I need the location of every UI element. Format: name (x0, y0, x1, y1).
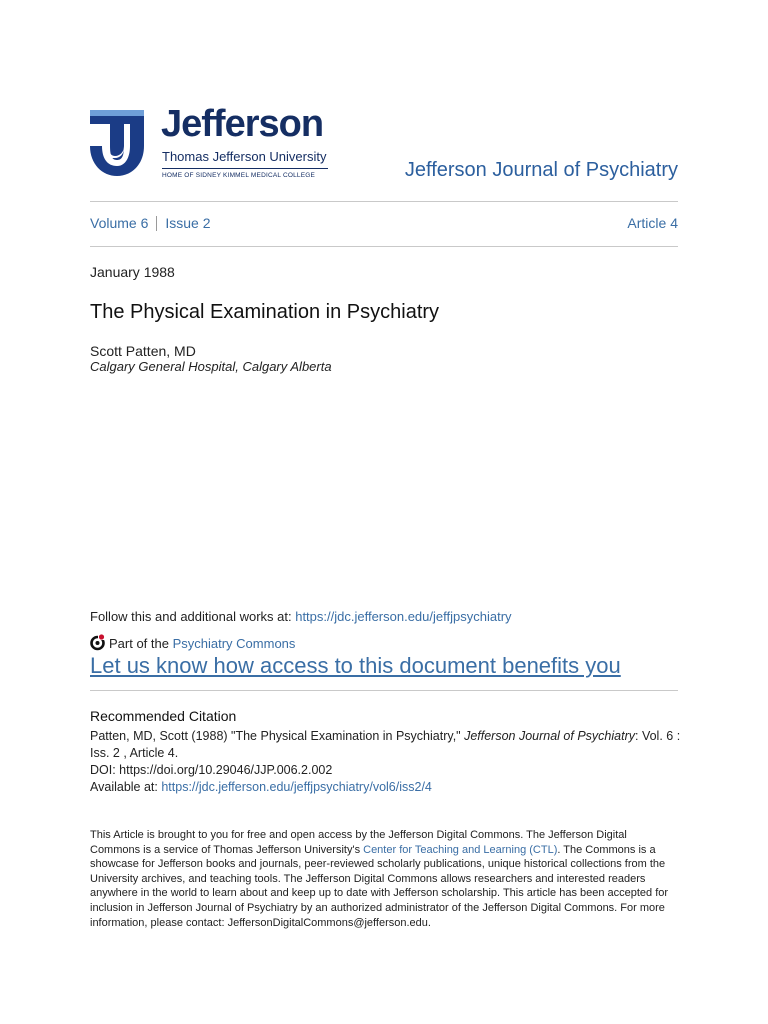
citation-volume: : Vol. 6 : (635, 729, 681, 743)
header (90, 103, 678, 188)
footer-notice (90, 828, 678, 930)
psychiatry-commons-link[interactable]: Psychiatry Commons (172, 636, 296, 651)
cover-page (90, 0, 681, 1024)
feedback-link[interactable]: Let us know how access to this document benefits you (90, 653, 621, 678)
citation-line-1 (90, 728, 681, 745)
footer-text-post: . The Commons is a showcase for Jefferson books and journals, peer-reviewed scholarly publications, unique historical collections from the University archives, and teaching tools. The Jefferson Digital Commons allows researchers and interested readers anywhere in the world to learn about and keep up to date with Jefferson scholarship. This article has been accepted for inclusion in Jefferson Journal of Psychiatry by an authorized administrator of the Jefferson Digital Commons. For more information, please contact: JeffersonDigitalCommons@jefferson.edu. (90, 843, 669, 929)
article-title: The Physical Examination in Psychiatry (90, 301, 440, 323)
recommended-citation-heading: Recommended Citation (90, 708, 237, 724)
citation-divider (90, 690, 678, 691)
available-link[interactable]: https://jdc.jefferson.edu/jeffjpsychiatry/vol6/iss2/4 (161, 780, 432, 794)
logo-divider (162, 168, 328, 169)
footer-text-pre: This Article is brought to you for free and open access by the Jefferson Digital Commons. The Jefferson Digital Commons is a service of Thomas Jefferson University's (90, 829, 627, 856)
journal-title-link[interactable]: Jefferson Journal of Psychiatry (404, 159, 678, 181)
issue-separator (156, 216, 157, 231)
top-divider (90, 201, 678, 202)
ctl-link[interactable]: Center for Teaching and Learning (CTL) (363, 843, 558, 856)
citation-line-2: Iss. 2 , Article 4. (90, 746, 179, 760)
follow-label: Follow this and additional works at: (90, 609, 296, 624)
citation-text: Patten, MD, Scott (1988) "The Physical Examination in Psychiatry," (90, 729, 465, 743)
citation-journal: Jefferson Journal of Psychiatry (464, 729, 635, 743)
follow-link[interactable]: https://jdc.jefferson.edu/jeffjpsychiatry (295, 609, 512, 624)
jefferson-shield-icon (90, 110, 144, 176)
publication-date: January 1988 (90, 264, 175, 280)
part-of-label: Part of the (109, 636, 173, 651)
citation-available (90, 779, 678, 796)
follow-line (90, 609, 512, 625)
citation-block (90, 728, 681, 796)
available-label: Available at: (90, 780, 162, 794)
author-name: Scott Patten, MD (90, 343, 196, 359)
volume-link[interactable]: Volume 6 (90, 215, 149, 231)
commons-icon (90, 633, 106, 651)
logo-subtitle: Thomas Jefferson University (162, 149, 327, 164)
issue-link[interactable]: Issue 2 (165, 215, 211, 231)
logo-wordmark: Jefferson (161, 103, 324, 145)
article-link[interactable]: Article 4 (627, 215, 678, 231)
issue-divider (90, 246, 678, 247)
part-of-line (90, 633, 295, 653)
citation-doi: DOI: https://doi.org/10.29046/JJP.006.2.002 (90, 763, 333, 777)
author-affiliation: Calgary General Hospital, Calgary Alberta (90, 359, 332, 374)
logo-tagline: HOME OF SIDNEY KIMMEL MEDICAL COLLEGE (162, 172, 316, 179)
issue-bar (90, 214, 678, 232)
